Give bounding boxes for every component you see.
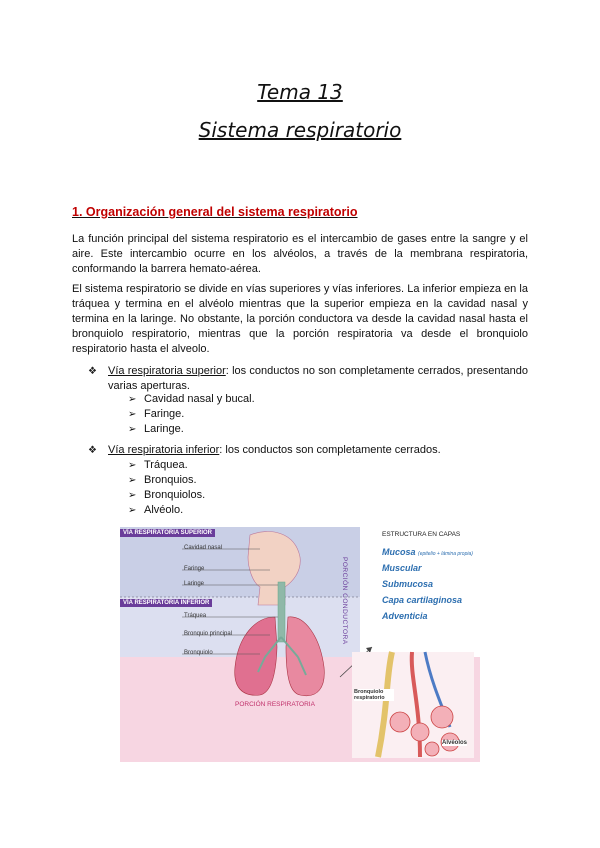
sub-item-label: Laringe. xyxy=(144,423,184,435)
layer-mucosa xyxy=(382,547,473,557)
sub-item-label: Alvéolo. xyxy=(144,504,184,516)
layer-submucosa: Submucosa xyxy=(382,579,434,589)
label-traquea: Tráquea xyxy=(184,613,207,619)
bullet-text xyxy=(108,364,528,394)
layer-adventicia: Adventicia xyxy=(382,611,428,621)
arrow-bullet-icon: ➢ xyxy=(128,409,137,420)
sub-item-label: Bronquios. xyxy=(144,474,197,486)
sub-item-label: Faringe. xyxy=(144,408,185,420)
conductora-label: PORCIÓN CONDUCTORA xyxy=(341,557,348,645)
sub-item-label: Cavidad nasal y bucal. xyxy=(144,393,255,405)
sub-item-label: Tráquea. xyxy=(144,459,188,471)
sub-item xyxy=(128,473,197,488)
bullet-description: : los conductos son completamente cerrados. xyxy=(219,444,441,456)
layers-title: ESTRUCTURA EN CAPAS xyxy=(382,531,461,538)
arrow-bullet-icon: ➢ xyxy=(128,394,137,405)
lower-airway-badge: VÍA RESPIRATORIA INFERIOR xyxy=(120,599,212,607)
label-bronquiolo: Bronquiolo xyxy=(184,650,213,656)
arrow-bullet-icon: ➢ xyxy=(128,460,137,471)
respiratory-system-figure xyxy=(120,527,480,762)
sub-item xyxy=(128,458,188,473)
diamond-bullet-icon: ❖ xyxy=(88,366,97,377)
mucosa-note: (epitelio + lámina propia) xyxy=(418,551,473,557)
paragraph-2: El sistema respiratorio se divide en vías superiores y vías inferiores. La inferior empieza en la tráquea y termina en el alvéolo mientras que la superior empieza en la cavidad nasal y termina en la laringe. No obstante, la porción conductora va desde la cavidad nasal hasta el bronquiolo respiratorio, mientras que la porción respiratoria va desde el bronquiolo respiratorio hasta el alveolo. xyxy=(72,283,528,355)
inset-label-bronquiolo: Bronquiolo respiratorio xyxy=(354,689,394,701)
sub-item xyxy=(128,503,183,518)
figure-drawing xyxy=(120,527,480,762)
sub-item xyxy=(128,407,184,422)
bullet-label: Vía respiratoria inferior xyxy=(108,444,220,456)
arrow-bullet-icon: ➢ xyxy=(128,424,137,435)
paragraph-1: La función principal del sistema respiratorio es el intercambio de gases entre la sangre y el aire. Este intercambio ocurre en los alvéolos, a través de la membrana respiratoria, conformando la barrera hemato-aérea. xyxy=(72,233,528,275)
arrow-bullet-icon: ➢ xyxy=(128,475,137,486)
sub-item xyxy=(128,422,184,437)
arrow-bullet-icon: ➢ xyxy=(128,490,137,501)
bullet-description: : los conductos no son completamente cerrados, presentando varias aperturas. xyxy=(108,365,528,392)
label-bronquio-principal: Bronquio principal xyxy=(184,631,233,637)
layer-cartilaginosa: Capa cartilaginosa xyxy=(382,595,463,605)
section-heading: 1. Organización general del sistema respiratorio xyxy=(72,205,358,219)
respiratoria-label: PORCIÓN RESPIRATORIA xyxy=(235,701,315,708)
bullet-text xyxy=(108,443,528,458)
layer-muscular: Muscular xyxy=(382,563,422,573)
label-cavidad-nasal: Cavidad nasal xyxy=(184,545,223,551)
title-line-1: Tema 13 xyxy=(257,80,343,104)
inset-label-alveolos: Alvéolos xyxy=(442,740,468,746)
sub-item xyxy=(128,488,205,503)
sub-item-label: Bronquiolos. xyxy=(144,489,206,501)
sub-item xyxy=(128,392,255,407)
upper-zone xyxy=(120,527,360,597)
label-laringe: Laringe xyxy=(184,581,205,587)
upper-airway-badge: VÍA RESPIRATORIA SUPERIOR xyxy=(120,529,215,537)
diamond-bullet-icon: ❖ xyxy=(88,445,97,456)
bullet-label: Vía respiratoria superior xyxy=(108,365,226,377)
label-faringe: Faringe xyxy=(184,566,205,572)
trachea xyxy=(278,582,285,642)
arrow-bullet-icon: ➢ xyxy=(128,505,137,516)
title-line-2: Sistema respiratorio xyxy=(198,118,402,142)
layer-mucosa-name: Mucosa xyxy=(382,547,416,557)
